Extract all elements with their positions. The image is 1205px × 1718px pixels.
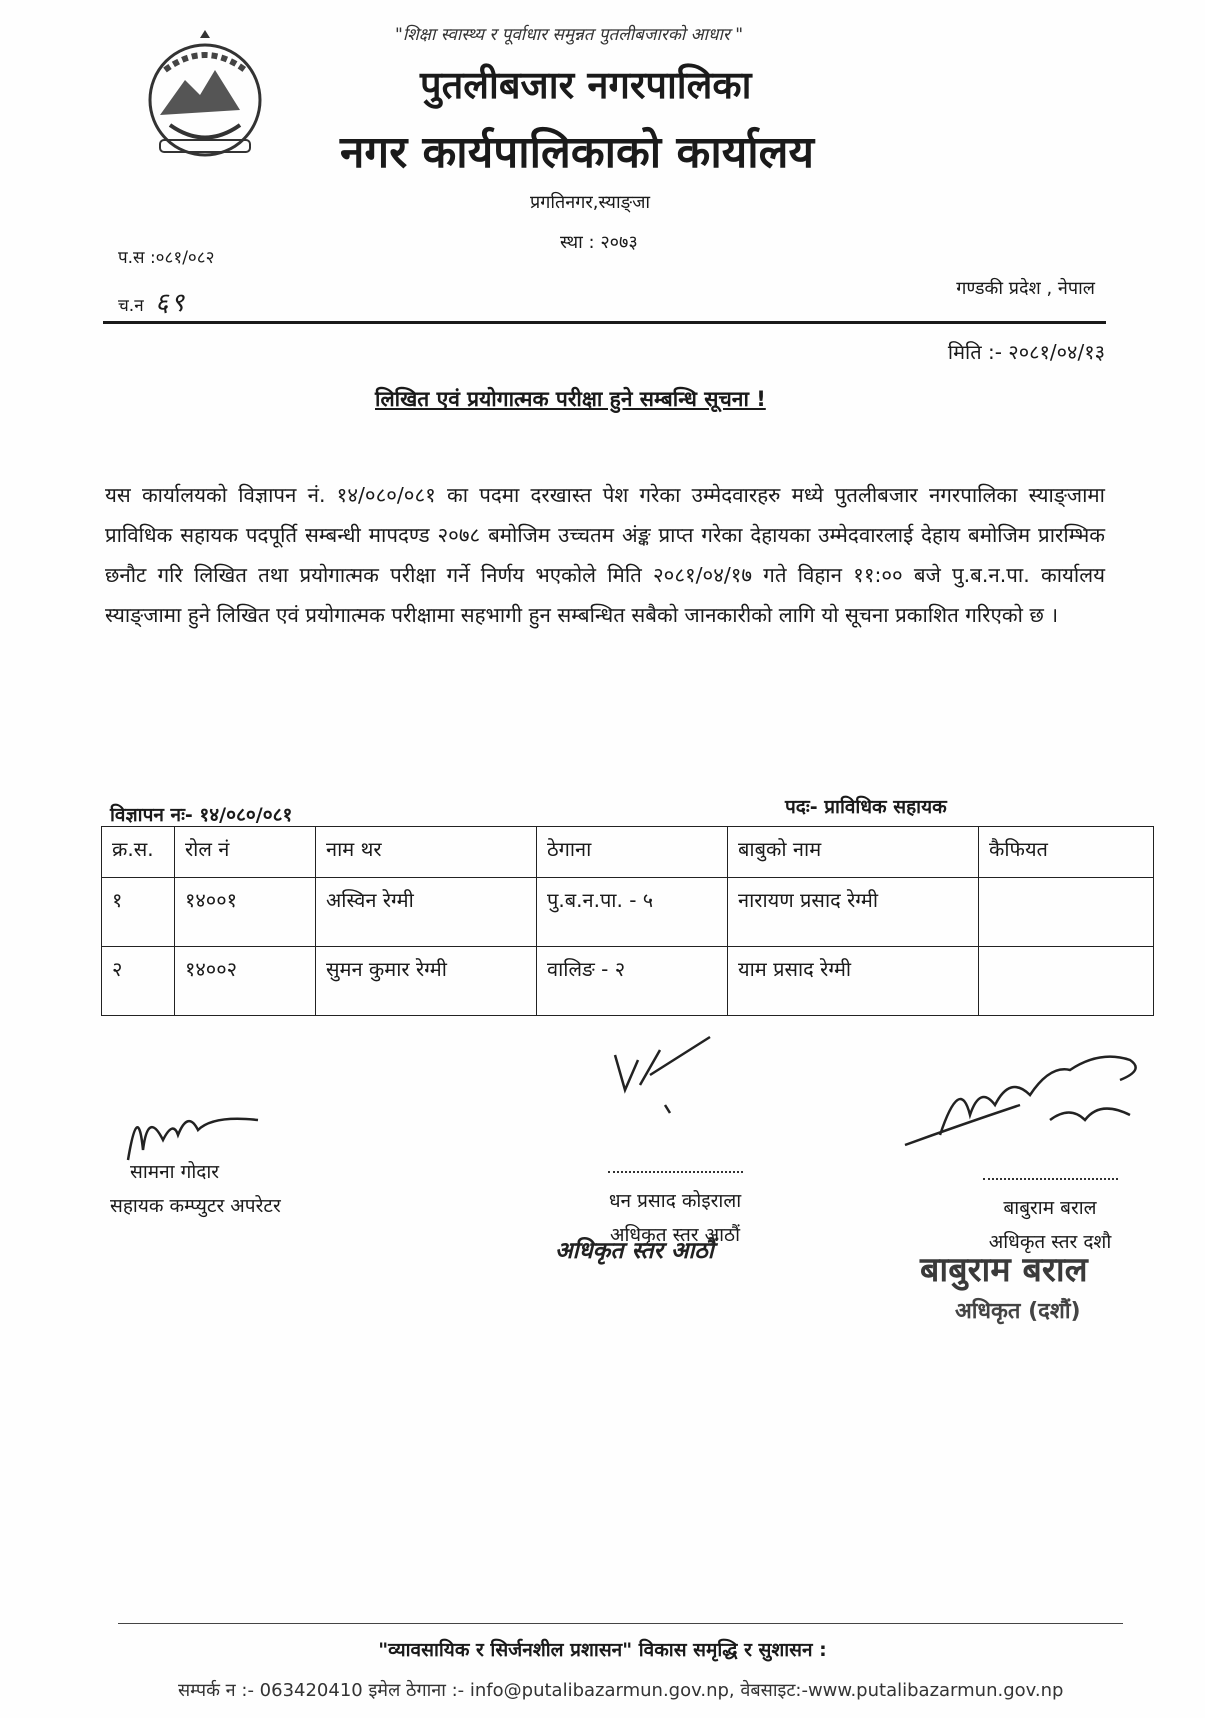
signature-3-icon: [900, 1045, 1150, 1155]
cell-address: पु.ब.न.पा. - ५: [537, 878, 728, 947]
nepal-emblem-icon: [130, 30, 280, 165]
signatory-name: सामना गोदार: [130, 1161, 220, 1183]
cell-father: याम प्रसाद रेग्मी: [728, 947, 979, 1016]
post-title: पदः- प्राविधिक सहायक: [785, 796, 947, 818]
municipality-name: पुतलीबजार नगरपालिका: [420, 63, 752, 107]
col-father: बाबुको नाम: [728, 827, 979, 878]
col-address: ठेगाना: [537, 827, 728, 878]
signatory-title: सहायक कम्प्युटर अपरेटर: [110, 1195, 281, 1217]
office-name: नगर कार्यपालिकाको कार्यालय: [340, 127, 814, 178]
cell-father: नारायण प्रसाद रेग्मी: [728, 878, 979, 947]
signatory-title: अधिकृत स्तर दशौ: [988, 1231, 1112, 1253]
footer-contact: सम्पर्क न :- 063420410 इमेल ठेगाना :- info@putalibazarmun.gov.np, वेबसाइट:-www.putalibazarmun.gov.np: [178, 1680, 1064, 1701]
col-name: नाम थर: [316, 827, 537, 878]
office-address: प्रगतिनगर,स्याङ्जा: [530, 192, 651, 213]
cell-remarks: [979, 878, 1154, 947]
notice-subject: लिखित एवं प्रयोगात्मक परीक्षा हुने सम्बन्धि सूचना !: [375, 387, 766, 411]
signatory-name: धन प्रसाद कोइराला: [608, 1190, 742, 1212]
officer-name-stamp: बाबुराम बराल: [920, 1250, 1088, 1290]
dispatch-ref: [118, 283, 186, 319]
advertisement-number: विज्ञापन नः- १४/०८०/०८१: [110, 804, 293, 826]
signatory-1: [110, 1155, 281, 1223]
signatory-title: अधिकृत स्तर आठौं: [610, 1224, 740, 1246]
signatory-3: [930, 1157, 1170, 1259]
header-divider: [103, 321, 1106, 324]
officer-level-stamp: अधिकृत (दशौं): [955, 1299, 1081, 1324]
table-row: [102, 947, 1154, 1016]
col-serial: क्र.स.: [102, 827, 175, 878]
notice-date: मिति :- २०८१/०४/१३: [947, 340, 1105, 364]
signature-line: [983, 1178, 1118, 1180]
dispatch-number: ६९: [155, 288, 187, 318]
col-remarks: कैफियत: [979, 827, 1154, 878]
cell-roll: १४००१: [175, 878, 316, 947]
candidate-table: [101, 826, 1154, 1016]
cell-roll: १४००२: [175, 947, 316, 1016]
established-year: स्था : २०७३: [560, 232, 638, 253]
col-roll: रोल नं: [175, 827, 316, 878]
signature-line: [608, 1171, 743, 1173]
cell-serial: २: [102, 947, 175, 1016]
table-header-row: [102, 827, 1154, 878]
cell-remarks: [979, 947, 1154, 1016]
cell-serial: १: [102, 878, 175, 947]
notice-body: यस कार्यालयको विज्ञापन नं. १४/०८०/०८१ का पदमा दरखास्त पेश गरेका उम्मेदवारहरु मध्ये पुतलीबजार नगरपालिका स्याङ्जामा प्राविधिक सहायक पदपूर्ति सम्बन्धी मापदण्ड २०७८ बमोजिम उच्चतम अंङ्क प्राप्त गरेका देहायका उम्मेदवारलाई देहाय बमोजिम प्रारम्भिक छनौट गरि लिखित तथा प्रयोगात्मक परीक्षा गर्ने निर्णय भएकोले मिति २०८१/०४/१७ गते विहान ११:०० बजे पु.ब.न.पा. कार्यालय स्याङ्जामा हुने लिखित एवं प्रयोगात्मक परीक्षामा सहभागी हुन सम्बन्धित सबैको जानकारीको लागि यो सूचना प्रकाशित गरिएको छ ।: [105, 483, 1105, 627]
footer-divider: [118, 1623, 1123, 1624]
table-row: [102, 878, 1154, 947]
fiscal-year-ref: प.स :०८१/०८२: [118, 248, 215, 268]
signature-2-icon: [610, 1035, 720, 1120]
footer-slogan: "व्यावसायिक र सिर्जनशील प्रशासन" विकास समृद्धि र सुशासन :: [378, 1639, 827, 1661]
province: गण्डकी प्रदेश , नेपाल: [956, 278, 1095, 299]
cell-name: सुमन कुमार रेग्मी: [316, 947, 537, 1016]
motto: "शिक्षा स्वास्थ्य र पूर्वाधार समुन्नत पुतलीबजारको आधार ": [395, 25, 744, 45]
cell-name: अस्विन रेग्मी: [316, 878, 537, 947]
signatory-name: बाबुराम बराल: [1003, 1197, 1097, 1219]
dispatch-label: च.न: [118, 296, 144, 316]
officer-rank-stamp: अधिकृत स्तर आठौं: [555, 1238, 714, 1264]
cell-address: वालिङ - २: [537, 947, 728, 1016]
